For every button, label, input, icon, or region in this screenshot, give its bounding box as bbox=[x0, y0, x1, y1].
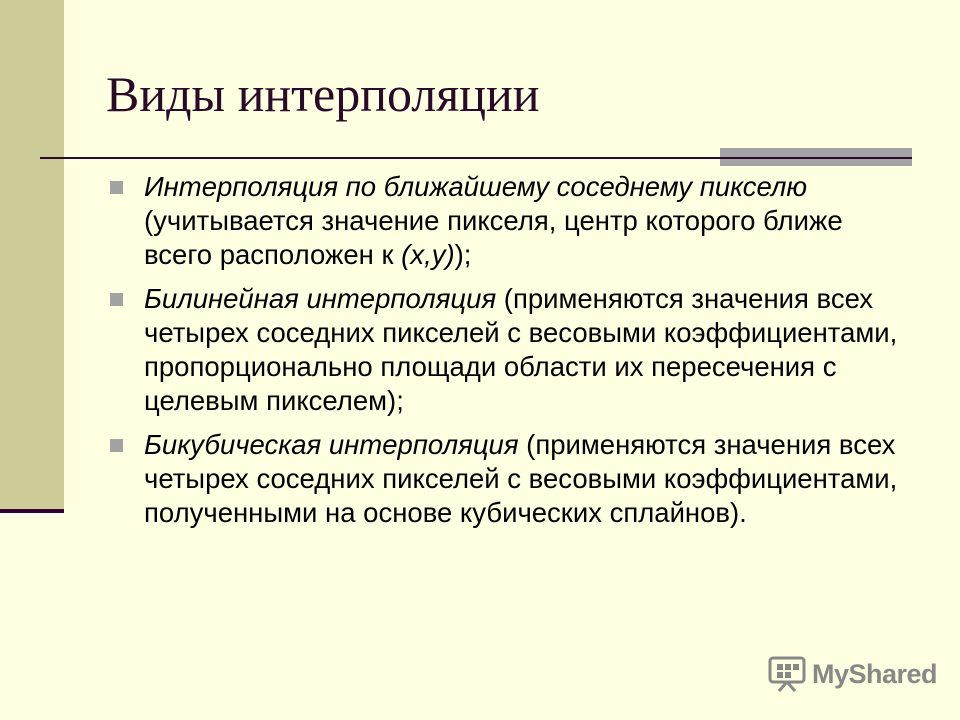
bullet-item-bicubic bbox=[106, 428, 906, 530]
watermark bbox=[768, 654, 937, 694]
bullet-term: Интерполяция по ближайшему соседнему пикселю bbox=[144, 171, 808, 202]
bullet-term: Билинейная интерполяция bbox=[144, 283, 497, 314]
bullet-text: (применяются значения всех четырех соседних пикселей с весовыми коэффициентами, полученными на основе кубических сплайнов). bbox=[144, 429, 898, 528]
bullet-term: Бикубическая интерполяция bbox=[144, 429, 519, 460]
side-decor-band bbox=[0, 0, 64, 511]
bullet-text: (учитывается значение пикселя, центр которого ближе всего расположен к bbox=[144, 205, 843, 270]
side-decor-band-edge bbox=[0, 509, 64, 513]
bullet-item-bilinear bbox=[106, 282, 906, 418]
watermark-brand: MyShared bbox=[812, 658, 938, 689]
bullet-list bbox=[106, 170, 906, 540]
bullet-coord: (x,y) bbox=[401, 239, 455, 270]
presentation-board-icon bbox=[768, 656, 806, 692]
bullet-text: (применяются значения всех четырех соседних пикселей с весовыми коэффициентами, пропорционально площади области их пересечения с целевым пикселем); bbox=[144, 283, 898, 416]
bullet-square-icon bbox=[110, 293, 123, 306]
bullet-text-end: ); bbox=[454, 239, 472, 270]
slide-title: Виды интерполяции bbox=[106, 66, 540, 122]
bullet-square-icon bbox=[110, 181, 123, 194]
bullet-square-icon bbox=[110, 439, 123, 452]
title-underline-accent bbox=[720, 148, 912, 166]
bullet-item-nearest-neighbor bbox=[106, 170, 906, 272]
